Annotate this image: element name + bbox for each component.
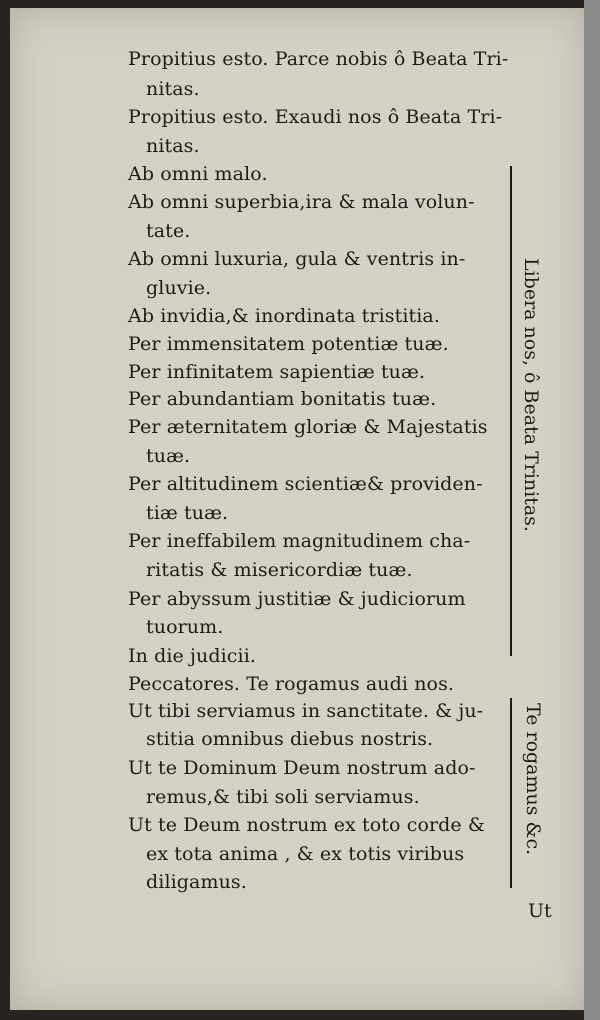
text-line: Ab omni malo.	[128, 163, 268, 185]
text-line: Ab invidia,& inordinata tristitia.	[128, 305, 440, 327]
text-line: ritatis & misericordiæ tuæ.	[146, 559, 413, 581]
text-line: Per infinitatem sapientiæ tuæ.	[128, 361, 426, 383]
libera-side-label: Libera nos, ô Beata Trinitas.	[520, 258, 542, 532]
text-line: tiæ tuæ.	[146, 502, 229, 524]
next-page-edge	[584, 0, 600, 1020]
rogamus-bracket	[502, 698, 512, 888]
text-line: Ut te Dominum Deum nostrum ado-	[128, 757, 476, 779]
text-line: nitas.	[146, 78, 200, 100]
book-page	[10, 8, 586, 1010]
text-line: Ut te Deum nostrum ex toto corde &	[128, 814, 485, 836]
text-line: diligamus.	[146, 871, 247, 893]
text-line: Per abyssum justitiæ & judiciorum	[128, 588, 466, 610]
text-line: Per immensitatem potentiæ tuæ.	[128, 333, 449, 355]
text-line: tate.	[146, 220, 191, 242]
text-line: nitas.	[146, 135, 200, 157]
text-line: gluvie.	[146, 277, 212, 299]
text-line: Per ineffabilem magnitudinem cha-	[128, 530, 471, 552]
text-line: tuæ.	[146, 445, 191, 467]
text-line: Peccatores. Te rogamus audi nos.	[128, 673, 455, 695]
catchword: Ut	[528, 900, 552, 922]
libera-bracket	[502, 166, 512, 656]
text-line: Propitius esto. Parce nobis ô Beata Tri-	[128, 48, 509, 70]
text-line: Propitius esto. Exaudi nos ô Beata Tri-	[128, 106, 503, 128]
text-line: tuorum.	[146, 616, 224, 638]
text-line: Per æternitatem gloriæ & Majestatis	[128, 416, 488, 438]
text-line: stitia omnibus diebus nostris.	[146, 728, 434, 750]
text-line: Per abundantiam bonitatis tuæ.	[128, 388, 437, 410]
text-line: Per altitudinem scientiæ& providen-	[128, 473, 483, 495]
text-line: Ab omni superbia,ira & mala volun-	[128, 191, 475, 213]
text-line: Ab omni luxuria, gula & ventris in-	[128, 248, 466, 270]
text-line: Ut tibi serviamus in sanctitate. & ju-	[128, 700, 484, 722]
text-line: In die judicii.	[128, 645, 257, 667]
text-line: ex tota anima , & ex totis viribus	[146, 843, 465, 865]
text-line: remus,& tibi soli serviamus.	[146, 786, 420, 808]
rogamus-side-label: Te rogamus &c.	[522, 703, 544, 856]
